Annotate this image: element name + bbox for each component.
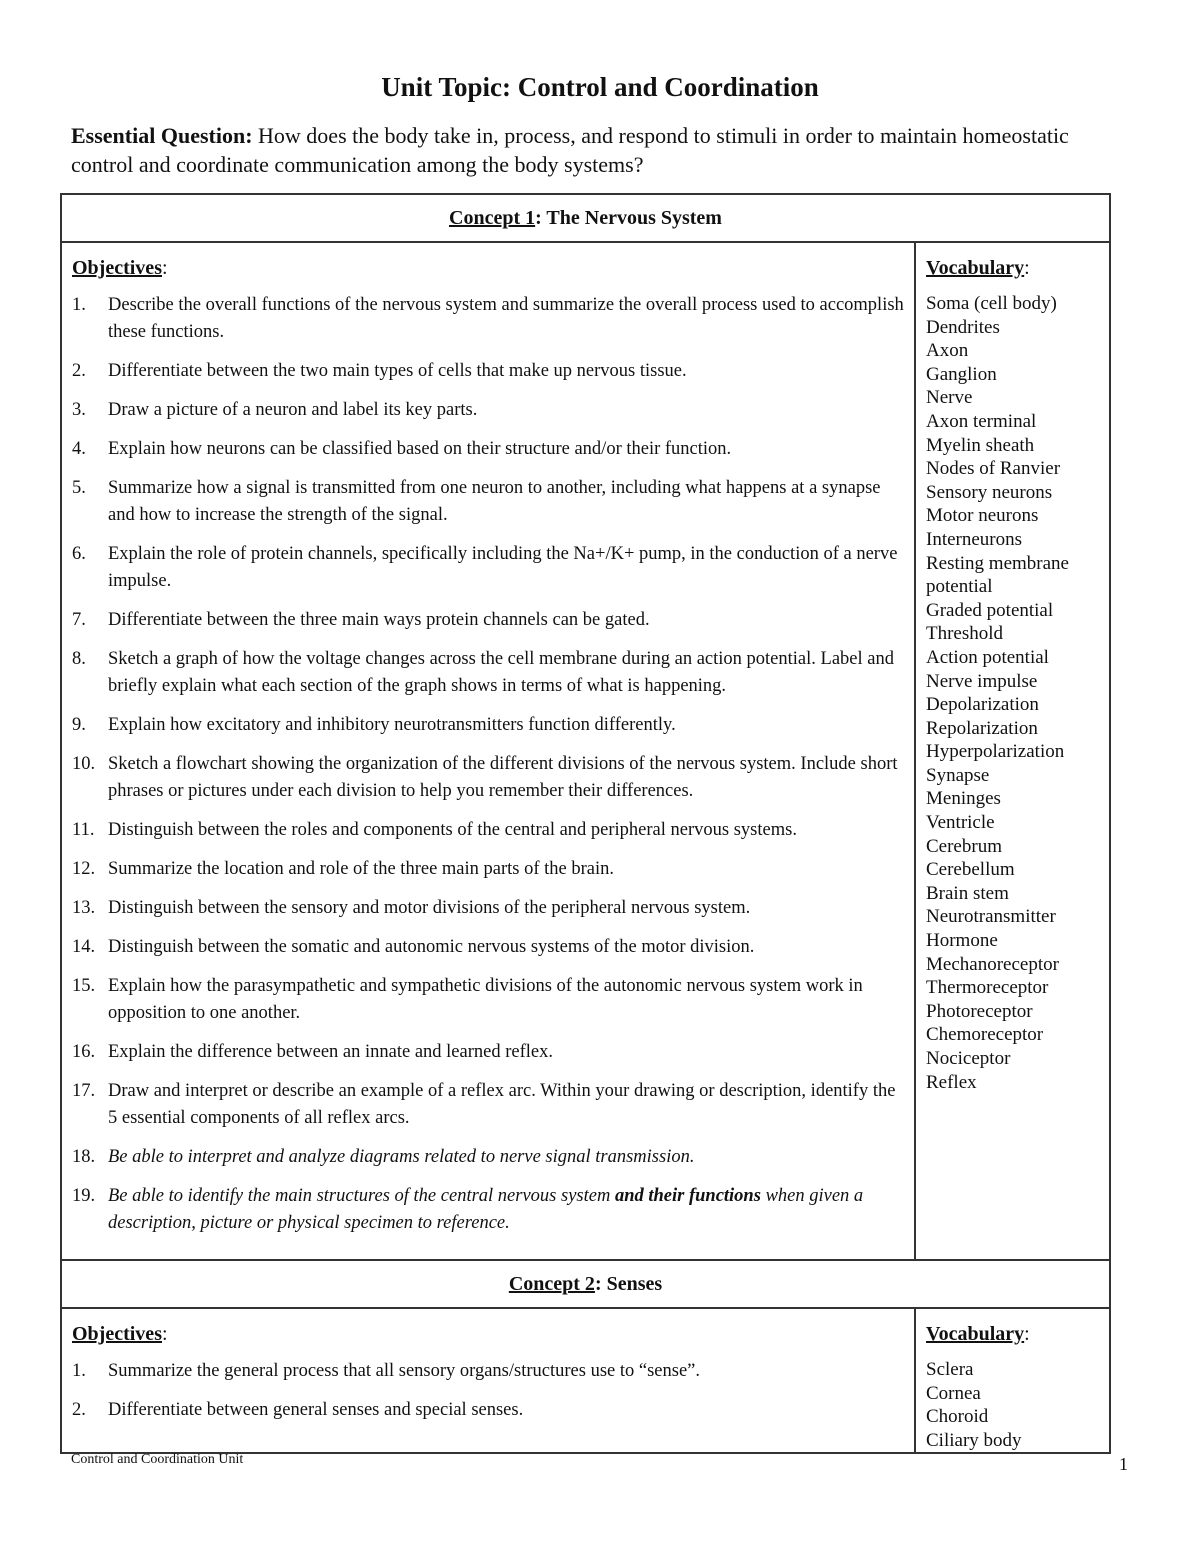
vocab-term: Thermoreceptor	[926, 977, 1049, 999]
concept-2-vocab-list	[926, 1358, 1101, 1452]
objective-item: 18. Be able to interpret and analyze diagrams related to nerve signal transmission.	[72, 1147, 695, 1167]
objectives-heading: Objectives:	[72, 1323, 168, 1345]
concept-1-label: Concept 1	[449, 206, 536, 229]
essential-question-text: How does the body take in, process, and respond to stimuli in order to maintain homeostatic control and coordinate communication among the body systems?	[71, 123, 1069, 177]
vocabulary-heading: Vocabulary:	[926, 1323, 1030, 1345]
objectives-heading: Objectives:	[72, 257, 168, 279]
objective-item: 3. Draw a picture of a neuron and label its key parts.	[72, 400, 478, 420]
concept-2-vocabulary	[915, 1308, 1110, 1453]
vocab-term: Photoreceptor	[926, 1000, 1033, 1022]
concept-2-objectives	[61, 1308, 915, 1453]
objective-item: 6. Explain the role of protein channels, specifically including the Na+/K+ pump, in the conduction of a nerve impulse.	[72, 544, 898, 591]
vocabulary-heading: Vocabulary:	[926, 257, 1030, 279]
vocab-term: Ganglion	[926, 363, 997, 385]
vocab-term: Hyperpolarization	[926, 741, 1065, 763]
objective-item: 2. Differentiate between the two main types of cells that make up nervous tissue.	[72, 361, 687, 381]
vocab-term: Soma (cell body)	[926, 293, 1057, 314]
objective-item: 9. Explain how excitatory and inhibitory neurotransmitters function differently.	[72, 715, 676, 735]
vocab-term: Cornea	[926, 1382, 981, 1404]
objective-item: 13. Distinguish between the sensory and motor divisions of the peripheral nervous system.	[72, 898, 751, 918]
page-number: 1	[1119, 1454, 1128, 1474]
vocab-term: Cerebellum	[926, 859, 1015, 881]
vocab-term: Nerve	[926, 387, 973, 409]
objective-item: 8. Sketch a graph of how the voltage changes across the cell membrane during an action potential. Label and briefly explain what each section of the graph shows in terms of what is happening.	[72, 649, 894, 696]
vocab-term: Synapse	[926, 764, 990, 786]
concept-1-objective-list	[72, 292, 904, 1237]
objective-item: 7. Differentiate between the three main ways protein channels can be gated.	[72, 610, 650, 630]
vocab-term: Motor neurons	[926, 505, 1039, 527]
page-title: Unit Topic: Control and Coordination	[381, 72, 819, 102]
objective-item: 14. Distinguish between the somatic and autonomic nervous systems of the motor division.	[72, 937, 755, 957]
objective-item: 17. Draw and interpret or describe an example of a reflex arc. Within your drawing or description, identify the 5 essential components of all reflex arcs.	[72, 1081, 896, 1128]
concept-2-objective-list	[72, 1358, 904, 1424]
vocab-term: Reflex	[926, 1071, 977, 1093]
vocab-term: Sensory neurons	[926, 481, 1053, 503]
vocab-term: Threshold	[926, 623, 1004, 645]
objective-item: 1. Describe the overall functions of the nervous system and summarize the overall process used to accomplish these functions.	[72, 295, 904, 342]
objective-item: 15. Explain how the parasympathetic and sympathetic divisions of the autonomic nervous system work in opposition to one another.	[72, 976, 863, 1023]
vocab-term: Ventricle	[926, 812, 995, 834]
concept-1-objectives	[61, 242, 915, 1260]
objective-item: 2. Differentiate between general senses and special senses.	[72, 1400, 524, 1420]
vocab-term: Axon terminal	[926, 410, 1037, 432]
essential-question	[71, 121, 1111, 179]
essential-question-label: Essential Question:	[71, 123, 253, 148]
concept-1-vocabulary	[915, 242, 1110, 1260]
vocab-term: Cerebrum	[926, 835, 1002, 857]
vocab-term: Neurotransmitter	[926, 906, 1056, 928]
objective-item: 5. Summarize how a signal is transmitted from one neuron to another, including what happens at a synapse and how to increase the strength of the signal.	[72, 478, 881, 525]
vocab-term: Resting membrane potential	[926, 552, 1069, 598]
vocab-term: Mechanoreceptor	[926, 953, 1059, 975]
objective-item: 1. Summarize the general process that all sensory organs/structures use to “sense”.	[72, 1361, 700, 1381]
vocab-term: Nodes of Ranvier	[926, 458, 1061, 480]
vocab-term: Brain stem	[926, 882, 1009, 904]
vocab-term: Nerve impulse	[926, 670, 1038, 692]
footer-unit-name: Control and Coordination Unit	[71, 1452, 244, 1467]
concept-2-header	[61, 1260, 1110, 1308]
vocab-term: Interneurons	[926, 528, 1023, 550]
concept-2-title: : Senses	[594, 1272, 663, 1295]
vocab-term: Sclera	[926, 1359, 974, 1380]
objective-item: 12. Summarize the location and role of the three main parts of the brain.	[72, 859, 615, 879]
vocab-term: Meninges	[926, 788, 1001, 810]
concept-1-vocab-list	[926, 292, 1101, 1094]
objective-item: 4. Explain how neurons can be classified based on their structure and/or their function.	[72, 439, 732, 459]
vocab-term: Hormone	[926, 930, 998, 952]
vocab-term: Nociceptor	[926, 1048, 1011, 1069]
concept-2-label: Concept 2	[508, 1272, 595, 1295]
vocab-term: Axon	[926, 340, 969, 362]
vocab-term: Choroid	[926, 1406, 989, 1428]
objective-item: 11. Distinguish between the roles and components of the central and peripheral nervous systems.	[72, 820, 797, 840]
vocab-term: Graded potential	[926, 599, 1054, 621]
vocab-term: Chemoreceptor	[926, 1024, 1044, 1046]
vocab-term: Dendrites	[926, 316, 1000, 338]
vocab-term: Repolarization	[926, 717, 1038, 739]
objective-item: 10. Sketch a flowchart showing the organization of the different divisions of the nervous system. Include short phrases or pictures under each division to help you remember their differences.	[72, 754, 898, 801]
vocab-term: Depolarization	[926, 694, 1039, 716]
vocab-term: Myelin sheath	[926, 434, 1035, 456]
objective-item: 19. Be able to identify the main structures of the central nervous system and their functions when given a description, picture or physical specimen to reference.	[72, 1186, 864, 1233]
vocab-term: Action potential	[926, 646, 1049, 668]
concept-1-header	[61, 194, 1110, 242]
unit-table	[60, 193, 1111, 1454]
objective-item: 16. Explain the difference between an innate and learned reflex.	[72, 1042, 553, 1062]
concept-1-title: : The Nervous System	[535, 206, 722, 229]
vocab-term: Ciliary body	[926, 1429, 1022, 1451]
